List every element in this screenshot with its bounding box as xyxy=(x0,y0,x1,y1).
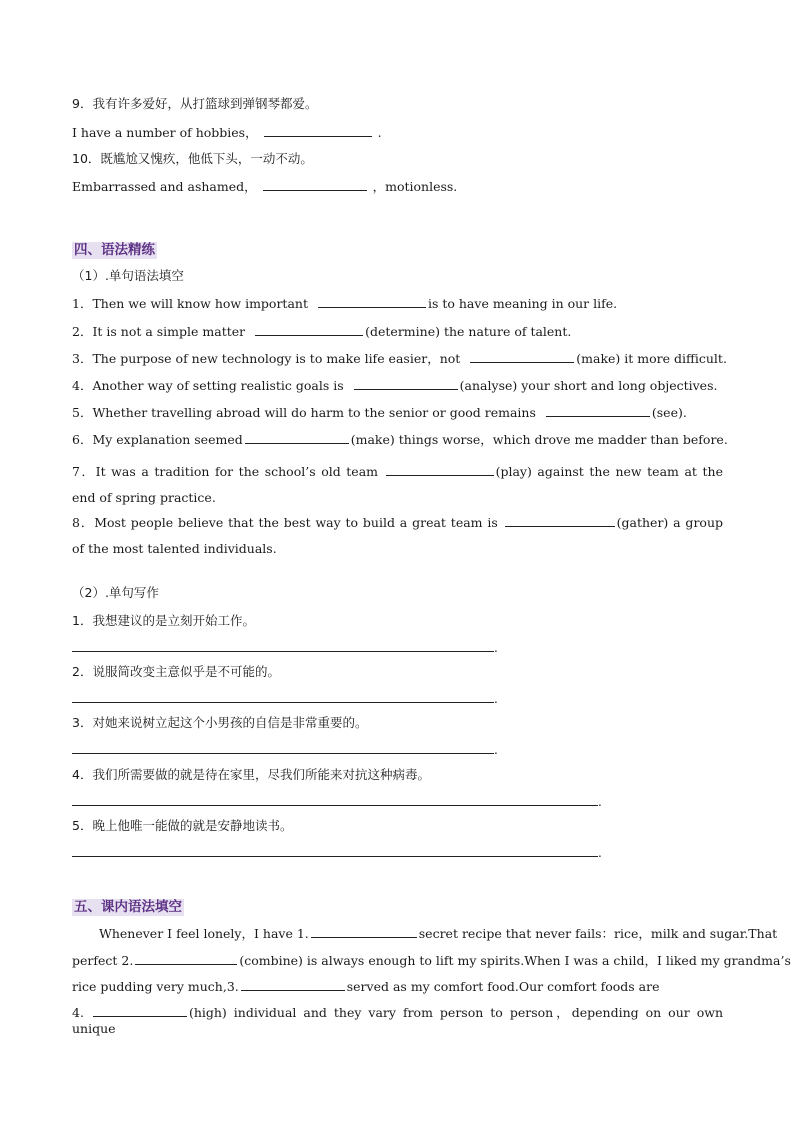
writing-item-1: 1．我想建议的是立刻开始工作。 xyxy=(72,613,255,628)
fill-item-text: (analyse) your short and long objectives. xyxy=(459,378,718,393)
end-mark: . xyxy=(494,692,498,706)
passage-line-2 xyxy=(72,952,791,969)
question-9-prefix: I have a number of hobbies， xyxy=(72,125,258,140)
subsection-sentence-writing: （2）.单句写作 xyxy=(72,585,159,600)
answer-blank[interactable] xyxy=(263,178,367,191)
question-9-english xyxy=(72,124,382,141)
subsection-single-sentence-fill: （1）.单句语法填空 xyxy=(72,268,184,283)
fill-item-text: (make) it more difficult. xyxy=(576,351,727,366)
fill-item-text: 6．My explanation seemed xyxy=(72,432,243,447)
fill-item-text: (see). xyxy=(651,405,687,420)
answer-blank[interactable] xyxy=(470,350,574,363)
answer-blank[interactable] xyxy=(505,514,615,527)
section-heading-grammar-practice: 四、语法精练 xyxy=(74,242,155,258)
answer-blank[interactable] xyxy=(264,124,372,137)
answer-blank[interactable] xyxy=(245,431,349,444)
fill-item-text: 2．It is not a simple matter xyxy=(72,324,246,339)
fill-item-4 xyxy=(72,377,717,394)
answer-blank[interactable] xyxy=(241,978,345,991)
answer-blank[interactable] xyxy=(546,404,650,417)
fill-item-text: (make) things worse，which drove me madder than before. xyxy=(350,432,728,447)
fill-item-text: (determine) the nature of talent. xyxy=(365,324,572,339)
passage-line-3 xyxy=(72,978,660,995)
fill-item-text: 8．Most people believe that the best way to build a great team is xyxy=(72,515,498,530)
answer-line[interactable] xyxy=(72,805,598,806)
answer-blank[interactable] xyxy=(255,323,363,336)
fill-item-text: is to have meaning in our life. xyxy=(427,296,618,311)
answer-blank[interactable] xyxy=(311,925,417,938)
fill-item-1 xyxy=(72,295,617,312)
writing-item-5: 5．晚上他唯一能做的就是安静地读书。 xyxy=(72,818,293,833)
fill-item-7 xyxy=(72,459,723,511)
passage-line-1 xyxy=(99,925,777,942)
question-10-chinese: 10．既尴尬又愧疚，他低下头，一动不动。 xyxy=(72,151,313,166)
answer-blank[interactable] xyxy=(93,1004,187,1017)
fill-item-text: 3．The purpose of new technology is to make life easier，not xyxy=(72,351,461,366)
answer-line[interactable] xyxy=(72,856,598,857)
question-9-chinese: 9．我有许多爱好，从打篮球到弹钢琴都爱。 xyxy=(72,96,318,111)
passage-text: Whenever I feel lonely，I have 1. xyxy=(99,926,309,941)
writing-item-4: 4．我们所需要做的就是待在家里，尽我们所能来对抗这种病毒。 xyxy=(72,767,430,782)
answer-blank[interactable] xyxy=(354,377,458,390)
end-mark: . xyxy=(494,641,498,655)
answer-blank[interactable] xyxy=(318,295,426,308)
fill-item-text: (gather) a group of the most talented individuals. xyxy=(72,515,723,556)
end-mark: . xyxy=(494,743,498,757)
question-10-english xyxy=(72,178,457,195)
fill-item-text: 4．Another way of setting realistic goals is xyxy=(72,378,344,393)
passage-text: (high) individual and they vary from person to person，depending on our own unique xyxy=(72,1005,723,1036)
fill-item-3 xyxy=(72,350,727,367)
passage-line-4 xyxy=(72,1004,723,1037)
passage-text: 4. xyxy=(72,1005,84,1020)
passage-text: (combine) is always enough to lift my spirits.When I was a child，I liked my grandma’s xyxy=(239,953,791,968)
question-10-suffix: ，motionless. xyxy=(372,179,458,194)
passage-text: rice pudding very much,3. xyxy=(72,979,239,994)
end-mark: . xyxy=(598,846,602,860)
section-heading-textbook-grammar-fill: 五、课内语法填空 xyxy=(74,899,182,915)
fill-item-5 xyxy=(72,404,687,421)
passage-text: served as my comfort food.Our comfort foods are xyxy=(346,979,660,994)
answer-blank[interactable] xyxy=(386,463,494,476)
fill-item-text: (play) against the new team at the end of spring practice. xyxy=(72,464,723,505)
fill-item-text: 1．Then we will know how important xyxy=(72,296,308,311)
answer-line[interactable] xyxy=(72,651,494,652)
fill-item-8 xyxy=(72,510,723,562)
writing-item-2: 2．说服简改变主意似乎是不可能的。 xyxy=(72,664,280,679)
end-mark: . xyxy=(598,795,602,809)
passage-text: secret recipe that never fails：rice，milk and sugar.That xyxy=(418,926,778,941)
answer-line[interactable] xyxy=(72,702,494,703)
question-9-suffix: . xyxy=(377,125,382,140)
writing-item-3: 3．对她来说树立起这个小男孩的自信是非常重要的。 xyxy=(72,715,368,730)
fill-item-2 xyxy=(72,323,571,340)
fill-item-text: 7．It was a tradition for the school’s old team xyxy=(72,464,379,479)
answer-blank[interactable] xyxy=(135,952,237,965)
fill-item-text: 5．Whether travelling abroad will do harm to the senior or good remains xyxy=(72,405,536,420)
answer-line[interactable] xyxy=(72,753,494,754)
passage-text: perfect 2. xyxy=(72,953,134,968)
fill-item-6 xyxy=(72,431,728,448)
question-10-prefix: Embarrassed and ashamed， xyxy=(72,179,257,194)
